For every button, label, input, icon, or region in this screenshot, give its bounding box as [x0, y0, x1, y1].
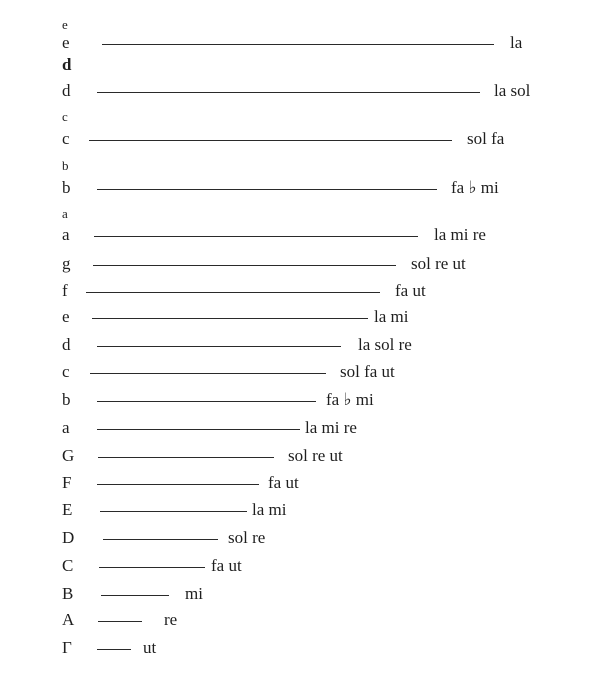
note-letter: D: [62, 528, 75, 547]
hexachord-line: [103, 539, 218, 540]
note-letter: a: [62, 418, 70, 437]
note-letter: c: [62, 109, 68, 124]
gamut-row: [0, 15, 597, 35]
gamut-row: [0, 418, 597, 438]
gamut-row: [0, 610, 597, 630]
hexachord-line: [98, 621, 142, 622]
note-letter: A: [62, 610, 75, 629]
solmization-syllables: re: [164, 610, 178, 629]
hexachord-line: [92, 318, 368, 319]
hexachord-line: [97, 429, 300, 430]
gamut-row: [0, 33, 597, 53]
gamut-row: [0, 254, 597, 274]
note-letter: e: [62, 307, 70, 326]
hexachord-line: [89, 140, 452, 141]
solmization-syllables: la mi: [252, 500, 287, 519]
hexachord-line: [99, 567, 205, 568]
note-letter: d: [62, 55, 72, 74]
gamut-row: [0, 55, 597, 75]
note-letter: G: [62, 446, 75, 465]
hexachord-line: [94, 236, 418, 237]
note-letter: b: [62, 178, 71, 197]
gamut-row: [0, 390, 597, 410]
hexachord-line: [102, 44, 494, 45]
solmization-syllables: fa ut: [211, 556, 242, 575]
gamut-row: [0, 335, 597, 355]
gamut-row: [0, 307, 597, 327]
note-letter: E: [62, 500, 73, 519]
hexachord-line: [93, 265, 396, 266]
gamut-row: [0, 473, 597, 493]
hexachord-line: [97, 401, 316, 402]
hexachord-line: [86, 292, 380, 293]
note-letter: a: [62, 225, 70, 244]
solmization-syllables: fa ♭ mi: [451, 178, 499, 197]
gamut-row: [0, 500, 597, 520]
gamut-row: [0, 638, 597, 658]
gamut-row: [0, 178, 597, 198]
note-letter: a: [62, 206, 68, 221]
hexachord-line: [100, 511, 247, 512]
note-letter: g: [62, 254, 71, 273]
hexachord-line: [90, 373, 326, 374]
note-letter: d: [62, 81, 71, 100]
note-letter: C: [62, 556, 74, 575]
gamut-row: [0, 81, 597, 101]
note-letter: d: [62, 335, 71, 354]
solmization-syllables: la mi re: [305, 418, 357, 437]
note-letter: b: [62, 390, 71, 409]
solmization-syllables: la mi re: [434, 225, 486, 244]
solmization-syllables: sol fa ut: [340, 362, 395, 381]
gamut-row: [0, 129, 597, 149]
gamut-row: [0, 528, 597, 548]
gamut-row: [0, 204, 597, 224]
hexachord-line: [97, 346, 341, 347]
gamut-row: [0, 446, 597, 466]
solmization-syllables: sol re: [228, 528, 266, 547]
gamut-row: [0, 107, 597, 127]
note-letter: B: [62, 584, 74, 603]
solmization-syllables: ut: [143, 638, 157, 657]
solmization-syllables: fa ♭ mi: [326, 390, 374, 409]
solmization-syllables: fa ut: [395, 281, 426, 300]
note-letter: b: [62, 158, 69, 173]
gamut-row: [0, 556, 597, 576]
gamut-row: [0, 281, 597, 301]
solmization-syllables: sol fa: [467, 129, 505, 148]
solmization-syllables: sol re ut: [288, 446, 343, 465]
hexachord-line: [101, 595, 169, 596]
note-letter: c: [62, 362, 70, 381]
hexachord-line: [98, 457, 274, 458]
solmization-syllables: la mi: [374, 307, 409, 326]
gamut-row: [0, 156, 597, 176]
note-letter: c: [62, 129, 70, 148]
solmization-syllables: mi: [185, 584, 203, 603]
solmization-syllables: la sol: [494, 81, 531, 100]
note-letter: F: [62, 473, 72, 492]
solmization-syllables: fa ut: [268, 473, 299, 492]
gamut-row: [0, 584, 597, 604]
hexachord-line: [97, 484, 259, 485]
hexachord-line: [97, 92, 480, 93]
note-letter: e: [62, 33, 70, 52]
solmization-syllables: sol re ut: [411, 254, 466, 273]
solmization-syllables: la: [510, 33, 523, 52]
gamut-row: [0, 362, 597, 382]
note-letter: Γ: [62, 638, 72, 657]
hexachord-line: [97, 189, 437, 190]
hexachord-line: [97, 649, 131, 650]
gamut-row: [0, 225, 597, 245]
note-letter: e: [62, 17, 68, 32]
solmization-syllables: la sol re: [358, 335, 412, 354]
note-letter: f: [62, 281, 68, 300]
